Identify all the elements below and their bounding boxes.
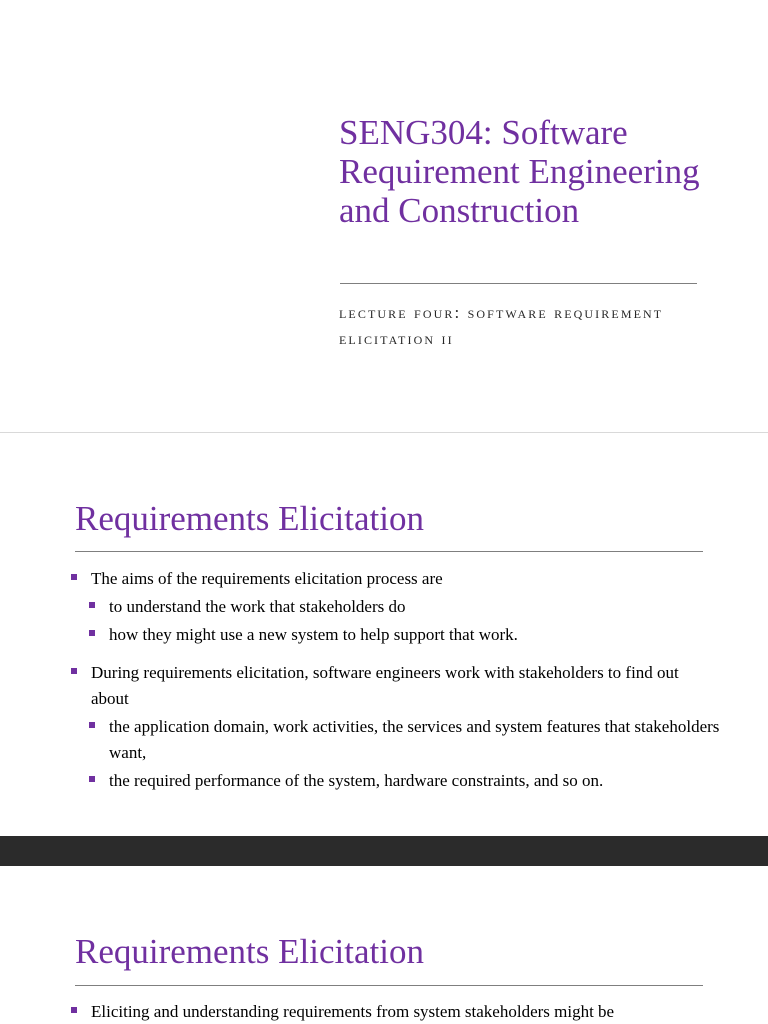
heading-divider <box>75 551 703 552</box>
bullet-list <box>70 999 720 1024</box>
content-slide-3 <box>0 866 768 1024</box>
sub-bullet-item <box>70 768 720 794</box>
sub-bullet-item <box>70 714 720 766</box>
square-bullet-icon <box>89 776 95 782</box>
square-bullet-icon <box>89 602 95 608</box>
sub-bullet-text: the application domain, work activities, the services and system features that stakeholders want, <box>109 717 720 762</box>
slide-heading: Requirements Elicitation <box>75 499 424 538</box>
slide-gap-band <box>0 836 768 866</box>
title-divider <box>340 283 697 284</box>
lecture-subtitle: lecture four: software requirement elicitation ii <box>339 303 664 348</box>
content-slide-2 <box>0 433 768 836</box>
sub-bullet-text: the required performance of the system, hardware constraints, and so on. <box>109 771 604 790</box>
bullet-item <box>70 999 720 1024</box>
sub-bullet-item <box>70 594 720 620</box>
slide-heading: Requirements Elicitation <box>75 932 424 971</box>
square-bullet-icon <box>89 722 95 728</box>
title-slide <box>0 0 768 432</box>
course-title: SENG304: Software Requirement Engineering and Construction <box>339 113 700 230</box>
square-bullet-icon <box>71 1007 77 1013</box>
bullet-text: During requirements elicitation, software engineers work with stakeholders to find out about <box>91 663 679 708</box>
square-bullet-icon <box>71 574 77 580</box>
bullet-item <box>70 660 720 712</box>
bullet-list <box>70 566 720 794</box>
bullet-text: Eliciting and understanding requirements from system stakeholders might be <box>91 1002 615 1021</box>
bullet-item <box>70 566 720 592</box>
sub-bullet-text: how they might use a new system to help support that work. <box>109 625 518 644</box>
sub-bullet-item <box>70 622 720 648</box>
square-bullet-icon <box>89 630 95 636</box>
bullet-text: The aims of the requirements elicitation process are <box>91 569 443 588</box>
square-bullet-icon <box>71 668 77 674</box>
heading-divider <box>75 985 703 986</box>
sub-bullet-text: to understand the work that stakeholders do <box>109 597 406 616</box>
